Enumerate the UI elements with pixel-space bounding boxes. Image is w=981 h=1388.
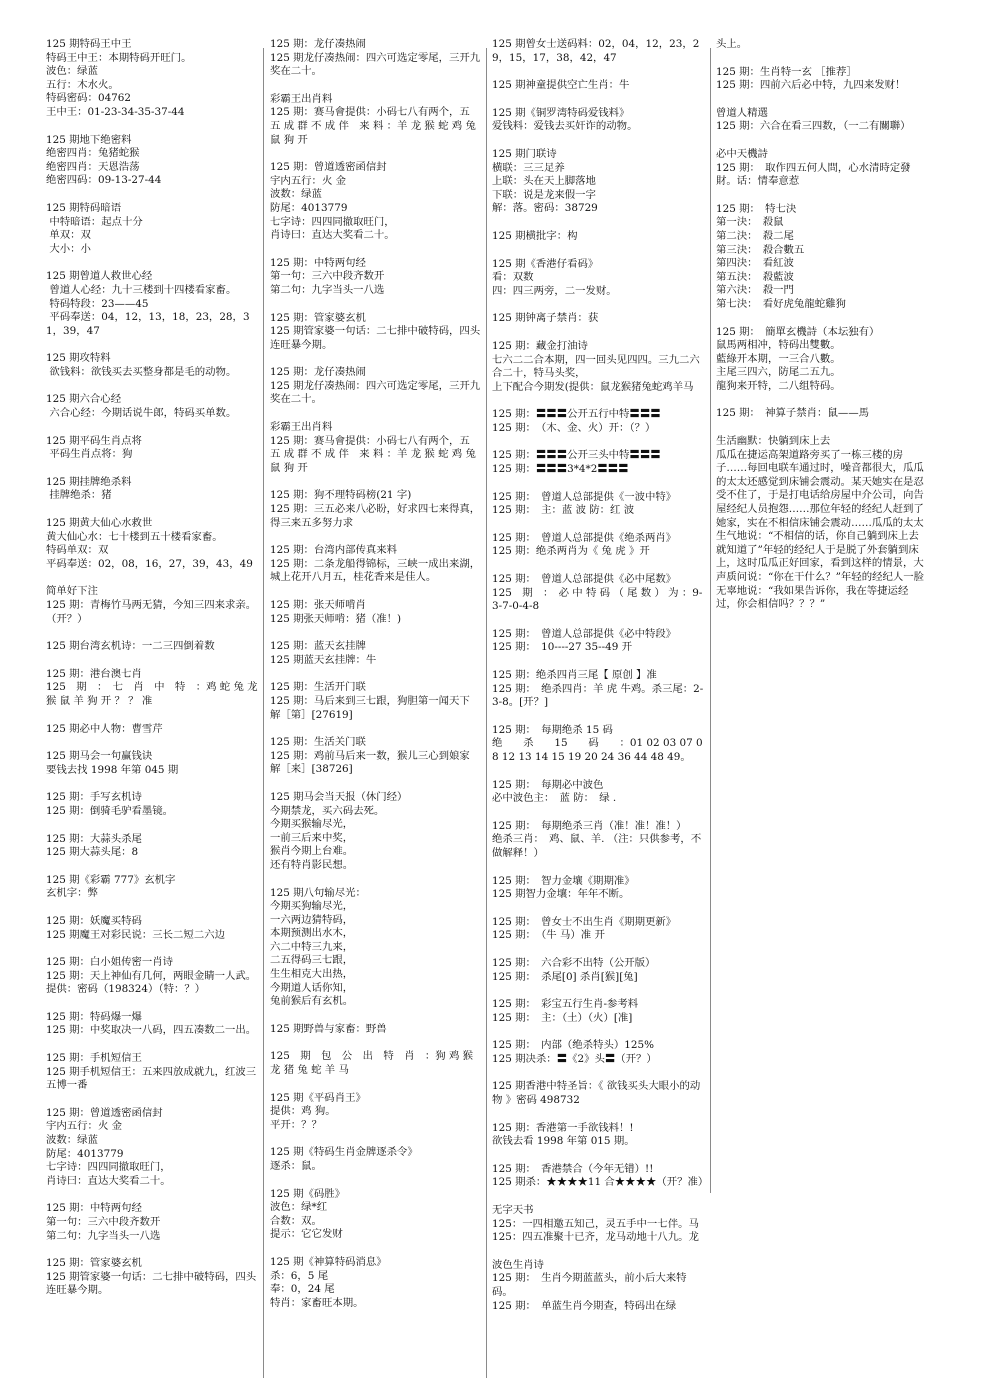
block-heading: 125 期六合心经 (46, 393, 122, 406)
block-line: 今期买猴输尽光， (270, 818, 354, 831)
block-line: 逐杀：鼠。 (270, 1160, 322, 1172)
block-line: 平码奉送：02，08，16，27，39，43，49 (46, 557, 253, 570)
block-line: 第三決： 殺合數五 (716, 243, 805, 256)
block-line: 七六二二合本期，四一回头见四四。三九二六合二十，特马头奖， (492, 353, 700, 380)
text-block (46, 833, 258, 860)
block-heading: 125 期：管家婆玄机 (46, 1257, 142, 1270)
block-heading: 125 期：龙仔凑热闹 (270, 38, 366, 50)
block-heading: 125 期：白小姐传密一肖诗 (46, 956, 174, 969)
block-heading: 125 期：特码爆一爆 (46, 1010, 142, 1023)
block-line: 125 期张天师啃：猪（准！) (270, 612, 402, 625)
block-line: 欲钱去看 1998 年第 015 期。 (492, 1135, 635, 1148)
text-block (270, 599, 482, 626)
text-block (492, 532, 706, 559)
block-heading: 125 期特码暗语 (46, 201, 122, 214)
text-block (46, 915, 258, 942)
text-block (46, 667, 261, 709)
block-line: 肖诗曰：直达大奖看二十。 (46, 1174, 171, 1187)
block-line: 大小：小 (46, 242, 91, 255)
text-block (492, 449, 706, 476)
block-line: 波色：绿蓝 (46, 65, 98, 78)
text-block (46, 750, 258, 777)
block-line: 今期买狗输尽光， (270, 900, 354, 913)
block-line: 第四決： 看紅波 (716, 257, 794, 270)
block-line: 第一決： 殺鼠 (716, 216, 784, 229)
block-heading: 125 期：〓〓〓公开五行中特〓〓〓 (492, 408, 661, 421)
block-heading: 125 期：狗不理特码榜(21 字) (270, 489, 412, 502)
block-line: 解［第］[27619] (270, 708, 353, 721)
text-block (492, 491, 706, 518)
block-line: 藍綠开本期，一三合八數。 (716, 352, 841, 365)
block-line: 要钱去找 1998 年第 045 期 (46, 763, 179, 776)
block-heading: 波色生肖诗 (492, 1258, 544, 1271)
block-line: 125 期： 主：（土）（火）[准] (492, 1011, 633, 1024)
text-block (492, 230, 706, 244)
block-heading: 125 期： 每期绝杀三肖（准！准！准！） (492, 819, 687, 832)
block-line: 第二決： 殺二尾 (716, 229, 794, 242)
text-block (492, 573, 706, 614)
text-block (270, 1092, 482, 1133)
block-line: 125 期：四前六后必中特，九四来发财！ (716, 79, 906, 92)
text-block (46, 791, 258, 818)
block-heading: 125 期： 彩宝五行生肖-参考料 (492, 998, 639, 1011)
block-heading: 125 期《码胜》 (270, 1187, 346, 1200)
block-heading: 125 期： 曾道人总部提供《一波中特》 (492, 490, 677, 503)
block-line: 波数：绿蓝 (270, 188, 322, 201)
text-block (270, 1146, 482, 1173)
block-heading: 125 期：生肖特一玄 ［推荐］ (716, 65, 857, 78)
text-block (270, 887, 482, 1009)
block-line: 合数：双。 (270, 1214, 322, 1227)
block-heading: 125 期：香港第一手欲钱料！! (492, 1121, 634, 1134)
text-block (492, 628, 706, 655)
block-heading: 125 期：生活关门联 (270, 736, 366, 749)
text-block (492, 1080, 706, 1107)
block-heading: 必中天機詩 (716, 147, 768, 160)
block-heading: 125 期：蓝天玄挂牌 (270, 640, 366, 653)
text-block (492, 148, 706, 216)
block-line: 宇内五行：火 金 (46, 1120, 123, 1133)
block-line: 125 期：天上神仙有几何，两眼金睛一人武。提供：密码（198324）（特：？） (46, 969, 257, 996)
block-heading: 125 期：藏金打油诗 (492, 339, 588, 352)
text-block (492, 1039, 706, 1066)
block-line: 六二中特三九来， (270, 940, 354, 953)
block-heading: 125 期：妖魔买特码 (46, 914, 142, 927)
block-line: 绝密四肖：天恩浩荡 (46, 160, 140, 173)
block-line: 五行：木水火。 (46, 78, 119, 91)
column-divider (263, 48, 264, 1378)
text-block (492, 998, 706, 1025)
block-line: 看：双数 (492, 271, 534, 284)
text-block (716, 66, 928, 93)
block-line: 第二句：九字当头一八选 (46, 1229, 161, 1242)
block-line: 上下配合今期发(提供：鼠龙猴猪兔蛇鸡羊马 (492, 380, 694, 393)
block-heading: 125 期横批字：构 (492, 229, 578, 242)
block-heading: 125 期黄大仙心水救世 (46, 517, 153, 530)
text-block (492, 340, 706, 394)
block-line: 125 期： 单蓝生肖今期查，特码出在绿 (492, 1299, 677, 1312)
block-line: 125 期： 绝杀四肖：羊 虎 牛鸡。杀三尾：2-3-8。[开？] (492, 682, 704, 709)
block-line: 125 期：六合在看三四数，（一二有關聯） (716, 120, 911, 133)
text-block (270, 1188, 482, 1242)
block-line: 第二句：九字当头一八选 (270, 283, 385, 296)
block-line: 平开：？？ (270, 1118, 322, 1131)
text-block (46, 1202, 258, 1243)
block-line: 125 期：绝杀两肖为《 兔 虎 》开 (492, 545, 650, 558)
text-block (716, 148, 928, 189)
block-line: 125 期大蒜头尾：8 (46, 846, 139, 859)
block-line: 125 期： 10----27 35--49 开 (492, 641, 633, 654)
block-line: 瓜瓜在捷运高架道路旁买了一栋三楼的房子……每回电联车通过时，噪音都很大，瓜瓜的太太还感觉到床铺会震动。某天她实在是忍受不住了，于是打电话给房屋中介公司，向告屋经纪人员抱怨……那位年轻的经纪人赶到了她家，实在不相信床铺会震动……瓜瓜的太太生气地说：“不相信的话，你自己躺到床上去就知道了”年轻的经纪人于是脱了外套躺到床上，这时瓜瓜正好回家，看到这样的情景，大声质问说：“你在干什么？”年轻的经纪人一脸无辜地说：“我如果告诉你，我在等捷运经过，你会相信吗？？？” (716, 448, 925, 611)
block-line: 挂牌绝杀：猪 (46, 489, 112, 502)
block-line: 125 期：马后来到三七跟，狗胆第一闻天下 (270, 694, 470, 707)
block-heading: 125 期香港中特圣旨：《 欲钱买头大眼小的动物 》密码 498732 (492, 1080, 701, 1107)
text-block (46, 585, 258, 626)
block-heading: 125 期：管家婆玄机 (270, 311, 366, 324)
block-line: 鼠馬两相冲，特码出雙數。 (716, 339, 841, 352)
block-heading: 125 期钟离子禁肖：获 (492, 312, 599, 325)
block-line: 解：落。密码：38729 (492, 202, 598, 215)
block-heading: 125 期：生活开门联 (270, 681, 366, 694)
block-line: 龍狗来开特，二八组特码。 (716, 379, 841, 392)
text-block (46, 1107, 258, 1189)
block-line: 特码王中王：本期特码开旺门。 (46, 51, 192, 64)
block-heading: 125 期门联诗 (492, 147, 557, 160)
text-block (270, 681, 482, 722)
text-block (492, 79, 706, 93)
text-block (492, 875, 706, 902)
column-divider (486, 48, 487, 1378)
block-line: 绝密四肖：兔猪蛇猴 (46, 147, 140, 160)
block-heading: 125 期特码王中王 (46, 38, 132, 50)
block-line: 125 期智力金壤：年年不断。 (492, 888, 630, 901)
block-heading: 125 期：港台澳七肖 (46, 667, 142, 680)
text-block (492, 779, 706, 806)
block-line: 125 期管家婆一句话：二七排中破特码，四头连旺暴今期。 (270, 325, 481, 351)
block-line: 125 期： 取作四五何人問，心水清時定發財。话：情奉意惹 (716, 161, 911, 188)
block-line: 横联：三三足养 (492, 161, 565, 174)
block-heading: 125 期《铜罗湾特码爱钱料》 (492, 106, 630, 119)
text-block (492, 258, 706, 299)
block-line: 爱钱料：爱钱去买奸诈的动物。 (492, 120, 638, 133)
text-block (270, 1050, 482, 1077)
text-block (492, 916, 706, 943)
block-line: 125 期：鸡前马后来一数，猴儿三心到娘家 (270, 749, 470, 762)
text-block (492, 820, 706, 861)
column-2 (270, 38, 482, 1378)
block-line: 二五得码三七跟， (270, 954, 354, 967)
text-block (270, 257, 482, 298)
block-line: 绝 杀 15 码 ：01 02 03 07 08 12 13 14 15 19 20 24 36 44 48 49。 (492, 737, 703, 763)
block-line: 防尾：4013779 (46, 1147, 124, 1160)
block-line: 提供：鸡 狗。 (270, 1105, 336, 1118)
text-block (492, 1162, 709, 1190)
block-heading: 125 期野兽与家畜：野兽 (270, 1022, 387, 1035)
block-heading: 125 期平码生肖点将 (46, 434, 142, 447)
text-block (716, 203, 928, 312)
block-heading: 125 期： 每期绝杀 15 码 (492, 723, 613, 736)
block-heading: 125 期：大蒜头杀尾 (46, 832, 142, 845)
block-line: 波数：绿蓝 (46, 1134, 98, 1147)
text-block (46, 1052, 258, 1093)
block-line: 奉：0，24 尾 (270, 1283, 335, 1296)
text-block (46, 1011, 258, 1038)
block-line: 还有特肖影民想。 (270, 858, 354, 871)
block-line: 125 期决杀：〓《2》头〓（开？） (492, 1052, 657, 1065)
block-heading: 125 期曾女士送码料：02，04，12，23，29，15，17，38，42，47 (492, 38, 700, 64)
block-line: 提示：它它发财 (270, 1228, 343, 1241)
block-line: 第一句：三六中段齐数开 (270, 270, 385, 283)
block-heading: 125 期：中特两句经 (270, 256, 366, 269)
text-block (46, 270, 258, 338)
block-heading: 125 期《香港仔看码》 (492, 257, 599, 270)
text-block (46, 874, 258, 901)
block-line: 125 期：三五必来八必盼，好求四七来得真，得三来五多努力求 (270, 503, 481, 529)
block-line: 杀：6，5 尾 (270, 1269, 329, 1282)
block-line: 特码密码：04762 (46, 92, 132, 105)
block-line: 125 期魔王对彩民说：三长二短二六边 (46, 928, 225, 941)
block-line: 125 期： 主：蓝 波 防：红 波 (492, 504, 635, 517)
block-line: 125 期：中奖取决一八码，四五凑数二一出。 (46, 1024, 257, 1037)
block-line: 125 期蓝天玄挂牌：牛 (270, 653, 377, 666)
block-heading: 125 期：中特两句经 (46, 1202, 142, 1215)
block-line: 解［来］[38726] (270, 763, 353, 776)
block-heading: 125 期马会当天报（休门经） (270, 790, 408, 803)
block-line: 主尾三四六，防尾二五九。 (716, 366, 841, 379)
text-block (270, 640, 482, 667)
block-line: 第一句：三六中段齐数开 (46, 1216, 161, 1228)
text-block (46, 517, 258, 571)
text-block (270, 312, 482, 353)
block-line: 125：四五准聚十已齐，龙马动地十八九。龙 (492, 1231, 699, 1244)
block-line: 宇内五行：火 金 (270, 174, 347, 187)
block-line: 125 期：赛马會提供：小码七八有两个，五 五 成 群 不 成 伴 来 料 ：羊 龙 猴 蛇 鸡 兔 鼠 狗 开 (270, 434, 480, 474)
block-line: 125 期：青梅竹马两无猜，今知三四来求亲。（开？） (46, 599, 257, 625)
block-heading: 125 期：〓〓〓公开三头中特〓〓〓 (492, 449, 661, 462)
block-line: 本期预测出水木， (270, 927, 354, 940)
block-line: 125 期： 生肖今期蓝蓝头，前小后大来特码。 (492, 1272, 687, 1298)
block-line: 第七決： 看好虎兔龍蛇雞狗 (716, 297, 846, 310)
block-heading: 彩霸王出肖料 (270, 92, 333, 105)
block-heading: 125 期： 曾道人总部提供《必中特段》 (492, 627, 677, 640)
block-line: 特码单双：双 (46, 544, 109, 557)
text-block (492, 957, 706, 984)
text-block (46, 38, 258, 120)
block-line: 特肖：家畜旺本期。 (270, 1296, 364, 1309)
text-block (270, 93, 482, 147)
block-heading: 125 期台湾玄机诗：一二三四倒着数 (46, 640, 215, 653)
block-line: 肖诗曰：直达大奖看二十。 (270, 229, 395, 242)
block-heading: 简单好下注 (46, 585, 98, 598)
block-heading: 彩霸王出肖料 (270, 421, 333, 434)
text-block (46, 393, 258, 420)
block-heading: 125 期《特码生肖金牌逐杀令》 (270, 1146, 418, 1159)
block-heading: 125 期神童提供空亡生肖：牛 (492, 79, 630, 92)
text-block (270, 791, 482, 873)
block-heading: 125 期：曾道透密函信封 (270, 161, 387, 174)
text-block (270, 421, 482, 475)
text-block (270, 38, 482, 79)
text-block (270, 366, 482, 407)
column-1 (46, 38, 261, 1378)
block-line: 125 期： （木、金、火）开：（？） (492, 421, 656, 434)
block-heading: 125 期地下绝密料 (46, 133, 132, 146)
block-line: 四：四三两旁，二一发财。 (492, 284, 617, 297)
text-block (716, 407, 928, 421)
block-heading: 125 期： 六合彩不出特（公开版） (492, 956, 656, 969)
block-heading: 125 期：绝杀四肖三尾【 原创 】准 (492, 669, 657, 681)
text-block (492, 669, 706, 710)
text-block (46, 956, 258, 997)
block-line: 七字诗：四四同撤取旺门， (270, 215, 395, 228)
column-4 (716, 38, 928, 1378)
block-line: 125 期龙仔凑热闹：四六可选定零尾，三开九奖在二十。 (270, 51, 481, 78)
block-heading: 125 期攻特料 (46, 352, 111, 365)
block-line: 125 期 ： 七 肖 中 特 ：鸡 蛇 兔 龙 猴 鼠 羊 狗 开 ？ ？ 准 (46, 681, 261, 707)
block-heading: 125 期： 神算子禁肖：鼠——馬 (716, 407, 870, 420)
block-heading: 125 期： 内部（绝杀特头）125% (492, 1039, 654, 1052)
text-block (492, 1204, 706, 1245)
text-block (492, 312, 706, 326)
block-heading: 125 期：手机短信王 (46, 1052, 142, 1065)
block-heading: 125 期：台湾内部传真来料 (270, 544, 398, 557)
block-heading: 125 期：龙仔凑热闹 (270, 366, 366, 379)
block-line: 125 期管家婆一句话：二七排中破特码，四头连旺暴今期。 (46, 1270, 257, 1297)
text-block (716, 38, 928, 52)
block-line: 玄机字：弊 (46, 887, 98, 900)
block-line: 125 期：倒骑毛驴看墨镜。 (46, 804, 174, 817)
block-line: 125 期 ： 必 中 特 码 （ 尾 数 ） 为 ：9-3-7-0-4-8 (492, 586, 703, 613)
block-heading: 125 期《彩霸 777》玄机字 (46, 873, 176, 886)
block-line: 特码特段：23——45 (46, 297, 149, 310)
block-line: 平码生肖点将：狗 (46, 448, 133, 461)
block-line: 125 期： （牛 马）准 开 (492, 929, 605, 942)
block-heading: 125 期： 簡單玄機詩（本坛独有） (716, 325, 880, 338)
text-block (492, 107, 706, 134)
block-heading: 125 期：张天师啃肖 (270, 599, 366, 611)
block-heading: 125 期： 香港禁合（今年无错）!! (492, 1162, 654, 1175)
block-line: 一六两边猜特码， (270, 913, 354, 926)
block-line: 平码奉送：04，12，13，18，23，28，31，39，47 (46, 311, 250, 337)
text-block (46, 134, 258, 188)
block-line: 一前三后来中奖， (270, 831, 354, 844)
block-heading: 125 期： 曾道人总部提供《必中尾数》 (492, 573, 677, 586)
block-heading: 125 期： 每期必中波色 (492, 778, 604, 791)
text-block (492, 38, 706, 65)
block-heading: 125 期 包 公 出 特 肖 ：狗 鸡 猴 龙 猪 兔 蛇 羊 马 (270, 1050, 477, 1077)
block-line: 黄大仙心水：七十楼到五十楼看家畜。 (46, 530, 223, 543)
text-block (270, 1256, 482, 1310)
block-heading: 125 期曾道人救世心经 (46, 270, 153, 283)
text-block (46, 352, 258, 379)
text-block (492, 408, 706, 435)
block-heading: 125 期： 特七決 (716, 202, 797, 215)
text-block (46, 723, 258, 737)
block-line: 猴肖今期上台难。 (270, 845, 354, 858)
block-line: 125 期龙仔凑热闹：四六可选定零尾，三开九奖在二十。 (270, 379, 481, 406)
block-line: 上联：头在天上脚落地 (492, 175, 596, 188)
text-block (46, 1257, 258, 1298)
text-block (46, 435, 258, 462)
block-heading: 125 期： 曾女士不出生肖《期期更新》 (492, 915, 677, 928)
text-block (716, 435, 928, 612)
block-line: 单双：双 (46, 229, 91, 242)
block-heading: 头上。 (716, 38, 748, 50)
block-line: 第六決： 殺一門 (716, 284, 794, 297)
block-line: 中特暗语：起点十分 (46, 215, 143, 228)
block-heading: 125 期：曾道透密函信封 (46, 1106, 163, 1119)
block-line: 125 期：二条龙船得锦标，三峡一成出来湖，城上花开八月五，桂花香来是佳人。 (270, 557, 481, 584)
block-heading: 125 期八句输尽光： (270, 886, 366, 899)
block-line: 第五決： 殺藍波 (716, 270, 794, 283)
text-block (270, 489, 482, 530)
text-block (492, 1259, 706, 1313)
block-line: 六合心经：今期话说牛郎，特码买单数。 (46, 407, 237, 420)
block-line: 防尾：4013779 (270, 201, 348, 214)
text-block (716, 107, 928, 134)
block-line: 生生相克大出热， (270, 968, 354, 981)
block-line: 绝密四码：09-13-27-44 (46, 174, 162, 187)
block-line: 绝杀三肖： 鸡、鼠、羊. （注：只供参考，不做解释！） (492, 833, 702, 859)
block-line: 125 期：〓〓〓3*4*2〓〓〓 (492, 463, 629, 476)
block-heading: 125 期：手写玄机诗 (46, 791, 142, 804)
block-heading: 125 期马会一句赢钱诀 (46, 750, 153, 763)
block-line: 今期禁龙，买六码去死。 (270, 804, 385, 817)
text-block (716, 326, 928, 394)
block-line: 125 期：赛马會提供：小码七八有两个，五 五 成 群 不 成 伴 来 料 ：羊 龙 猴 蛇 鸡 兔 鼠 狗 开 (270, 106, 480, 146)
block-heading: 125 期： 智力金壤《期期准》 (492, 874, 635, 887)
block-heading: 125 期必中人物：曹雪芹 (46, 722, 163, 735)
text-block (492, 1122, 706, 1149)
column-divider (710, 48, 711, 1193)
block-line: 欲钱料：欲钱买去买整身都是毛的动物。 (46, 365, 237, 378)
column-3 (492, 38, 709, 1378)
block-heading: 125 期挂牌绝杀料 (46, 475, 132, 488)
block-line: 今期道人话你知， (270, 981, 354, 994)
block-heading: 125 期《平码肖王》 (270, 1091, 366, 1104)
block-heading: 无字天书 (492, 1204, 534, 1217)
block-line: 125：一四相邀五知己，灵五手中一七伴。马 (492, 1217, 699, 1230)
block-heading: 125 期： 曾道人总部提供《绝杀两肖》 (492, 531, 677, 544)
block-line: 波色：绿*红 (270, 1201, 328, 1214)
text-block (270, 736, 482, 777)
block-line: 必中波色主： 蓝 防： 绿 . (492, 792, 617, 805)
text-block (46, 202, 258, 256)
text-block (46, 640, 258, 654)
text-block (270, 1023, 482, 1037)
text-block (270, 161, 482, 243)
block-line: 七字诗：四四同撤取旺门， (46, 1161, 171, 1174)
block-line: 曾道人心经：九十三楼到十四楼看家畜。 (46, 283, 237, 296)
block-heading: 125 期《神算特码消息》 (270, 1255, 387, 1268)
text-block (46, 476, 258, 503)
text-block (270, 544, 482, 585)
block-line: 王中王：01-23-34-35-37-44 (46, 105, 185, 118)
block-line: 125 期： 杀尾[0] 杀肖[猴][兔] (492, 970, 638, 983)
block-heading: 生活幽默：快躺到床上去 (716, 435, 831, 448)
block-line: 下联：说是龙来假一字 (492, 188, 596, 201)
block-line: 兔前猴后有玄机。 (270, 995, 354, 1008)
block-line: 125 期手机短信王：五来四放成就九，红波三五博一番 (46, 1065, 257, 1092)
text-block (492, 724, 706, 765)
block-heading: 曾道人精選 (716, 106, 768, 119)
block-line: 125 期杀：★★★★11 合★★★★（开？准） (492, 1176, 709, 1189)
